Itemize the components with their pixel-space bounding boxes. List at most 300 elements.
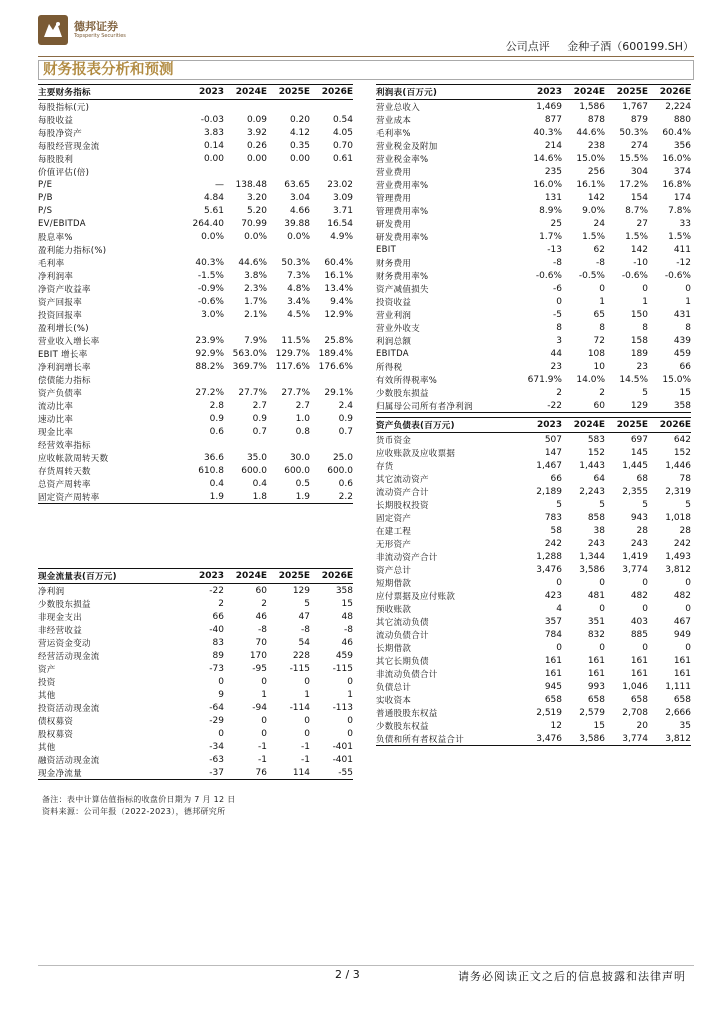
row-value: 0 <box>642 577 648 588</box>
row-value: 44 <box>550 348 562 359</box>
row-value: 161 <box>673 655 691 666</box>
row-value: 8 <box>642 322 648 333</box>
table-row <box>376 165 691 178</box>
row-value: 374 <box>673 166 691 177</box>
table-row <box>376 472 691 485</box>
row-value: 369.7% <box>232 361 267 372</box>
row-label: 营业收入增长率 <box>38 336 100 347</box>
row-label: 少数股东权益 <box>376 721 429 732</box>
row-value: 600.0 <box>241 465 267 476</box>
row-value: 1,344 <box>579 551 605 562</box>
row-value: 152 <box>587 447 605 458</box>
row-value: 17.2% <box>619 179 648 190</box>
row-value: 0 <box>304 715 310 726</box>
row-label: 财务费用率% <box>376 271 429 282</box>
table-row <box>376 360 691 373</box>
row-value: 30.0 <box>289 452 310 463</box>
row-value: 129 <box>630 400 648 411</box>
row-value: 2,319 <box>665 486 691 497</box>
table-row <box>38 438 353 451</box>
table-row <box>38 740 353 753</box>
row-value: 66 <box>679 361 691 372</box>
row-value: -401 <box>332 741 353 752</box>
row-value: 27.2% <box>195 387 224 398</box>
table-row <box>38 321 353 334</box>
row-label: 营业税金及附加 <box>376 141 438 152</box>
section-title-box <box>38 60 694 80</box>
row-value: 0 <box>261 728 267 739</box>
row-value: 1,046 <box>622 681 648 692</box>
row-value: 38 <box>593 525 605 536</box>
row-value: 697 <box>630 434 648 445</box>
row-value: 0 <box>642 603 648 614</box>
year-header: 2025E <box>278 87 310 97</box>
table-row <box>38 649 353 662</box>
row-label: P/E <box>38 179 53 190</box>
row-label: 长期借款 <box>376 643 412 654</box>
row-value: 131 <box>544 192 562 203</box>
row-value: 482 <box>630 590 648 601</box>
row-label: 资产总计 <box>376 565 412 576</box>
row-value: 15.0% <box>662 374 691 385</box>
year-header: 2023 <box>198 571 224 581</box>
table-row <box>376 667 691 680</box>
row-value: 1 <box>642 296 648 307</box>
table-row <box>38 464 353 477</box>
table-row <box>38 217 353 230</box>
row-value: 832 <box>587 629 605 640</box>
row-value: 0.6 <box>209 426 224 437</box>
row-label: 经营效率指标 <box>38 440 91 451</box>
row-label: 长期股权投资 <box>376 500 429 511</box>
row-value: 10 <box>593 361 605 372</box>
table-row <box>376 615 691 628</box>
row-value: 993 <box>587 681 605 692</box>
table-row <box>376 178 691 191</box>
row-value: 36.6 <box>203 452 224 463</box>
table-row <box>376 334 691 347</box>
row-value: 0 <box>599 603 605 614</box>
row-label: 净利润增长率 <box>38 362 91 373</box>
row-value: 3.04 <box>289 192 310 203</box>
row-value: 27.7% <box>281 387 310 398</box>
row-value: 0 <box>685 603 691 614</box>
row-label: EBITDA <box>376 348 409 359</box>
row-value: 4 <box>556 603 562 614</box>
row-value: 161 <box>630 668 648 679</box>
row-value: 5 <box>599 499 605 510</box>
row-value: 0.9 <box>338 413 353 424</box>
row-value: 23.9% <box>195 335 224 346</box>
row-label: 每股指标(元) <box>38 102 90 113</box>
row-label: 资产回报率 <box>38 297 83 308</box>
table-row <box>376 243 691 256</box>
row-value: 40.3% <box>195 257 224 268</box>
row-label: 总资产周转率 <box>38 479 91 490</box>
row-value: 885 <box>630 629 648 640</box>
row-value: 482 <box>673 590 691 601</box>
row-value: 459 <box>335 650 353 661</box>
row-label: 投资 <box>38 677 56 688</box>
row-value: 3,476 <box>536 564 562 575</box>
row-value: 945 <box>544 681 562 692</box>
row-value: 14.0% <box>576 374 605 385</box>
row-value: 88.2% <box>195 361 224 372</box>
row-value: -1 <box>258 754 267 765</box>
row-value: 142 <box>587 192 605 203</box>
row-value: 62 <box>593 244 605 255</box>
row-value: -12 <box>676 257 691 268</box>
row-value: 600.0 <box>327 465 353 476</box>
year-header: 2023 <box>536 87 562 97</box>
row-value: 0.0% <box>287 231 310 242</box>
row-value: 7.3% <box>287 270 310 281</box>
row-value: 83 <box>212 637 224 648</box>
table-row <box>38 451 353 464</box>
row-label: 营业外收支 <box>376 323 421 334</box>
table-row <box>376 100 691 113</box>
row-label: 在建工程 <box>376 526 412 537</box>
row-value: 243 <box>630 538 648 549</box>
row-value: 949 <box>673 629 691 640</box>
row-label: 存货周转天数 <box>38 466 91 477</box>
row-value: 2,189 <box>536 486 562 497</box>
row-value: 8 <box>685 322 691 333</box>
row-value: 1,467 <box>536 460 562 471</box>
row-value: 1 <box>347 689 353 700</box>
row-value: 0.0% <box>201 231 224 242</box>
row-value: 3.71 <box>332 205 353 216</box>
row-value: 2 <box>261 598 267 609</box>
row-value: 117.6% <box>275 361 310 372</box>
row-value: 1,493 <box>665 551 691 562</box>
year-header: 2026E <box>321 571 353 581</box>
row-value: 2.8 <box>209 400 224 411</box>
row-label: 净资产收益率 <box>38 284 91 295</box>
row-value: 467 <box>673 616 691 627</box>
cash-flow-table <box>38 568 353 780</box>
table-row <box>38 490 353 504</box>
row-value: 8.9% <box>539 205 562 216</box>
row-value: 108 <box>587 348 605 359</box>
row-value: 3.8% <box>244 270 267 281</box>
company-name-en: Topsperity Securities <box>74 33 126 39</box>
row-value: 0 <box>556 577 562 588</box>
row-value: 4.9% <box>330 231 353 242</box>
row-value: -6 <box>553 283 562 294</box>
table-row <box>376 511 691 524</box>
table-row <box>376 139 691 152</box>
table-row <box>376 217 691 230</box>
row-label: 净利润 <box>38 586 65 597</box>
row-value: 20 <box>636 720 648 731</box>
table-row <box>38 623 353 636</box>
row-value: 243 <box>587 538 605 549</box>
row-value: 50.3% <box>619 127 648 138</box>
row-label: 其他 <box>38 742 56 753</box>
row-value: 423 <box>544 590 562 601</box>
row-value: 25.8% <box>324 335 353 346</box>
table-row <box>376 269 691 282</box>
row-value: 1 <box>599 296 605 307</box>
row-value: 0.26 <box>246 140 267 151</box>
row-value: 0.0% <box>244 231 267 242</box>
key-indicators-table <box>38 84 353 504</box>
table-row <box>38 295 353 308</box>
row-value: -115 <box>332 663 353 674</box>
row-value: 129 <box>292 585 310 596</box>
row-value: 7.9% <box>244 335 267 346</box>
row-label: 毛利率 <box>38 258 65 269</box>
row-value: 147 <box>544 447 562 458</box>
year-header: 2023 <box>536 420 562 430</box>
row-value: -29 <box>209 715 224 726</box>
row-value: 65 <box>593 309 605 320</box>
row-value: 12 <box>550 720 562 731</box>
row-value: 1,469 <box>536 101 562 112</box>
table-row <box>376 589 691 602</box>
row-value: 783 <box>544 512 562 523</box>
row-value: 0 <box>685 577 691 588</box>
row-label: 研发费用率% <box>376 232 429 243</box>
row-label: 盈利增长(%) <box>38 323 89 334</box>
row-value: 1.7% <box>244 296 267 307</box>
row-value: 274 <box>630 140 648 151</box>
row-value: 25 <box>550 218 562 229</box>
row-value: 600.0 <box>284 465 310 476</box>
row-value: 264.40 <box>192 218 224 229</box>
row-value: 3,586 <box>579 564 605 575</box>
row-value: 1 <box>261 689 267 700</box>
row-value: -115 <box>289 663 310 674</box>
row-value: 0 <box>642 283 648 294</box>
row-value: 9.4% <box>330 296 353 307</box>
row-value: 12.9% <box>324 309 353 320</box>
row-label: 货币资金 <box>376 435 412 446</box>
row-value: 879 <box>630 114 648 125</box>
row-value: 54 <box>298 637 310 648</box>
row-value: 0 <box>556 642 562 653</box>
table-row <box>376 693 691 706</box>
year-header: 2025E <box>278 571 310 581</box>
row-value: 14.5% <box>619 374 648 385</box>
table-row <box>38 675 353 688</box>
row-value: -0.5% <box>578 270 605 281</box>
table-title: 现金流量表(百万元) <box>38 572 117 582</box>
row-value: 16.0% <box>662 153 691 164</box>
row-value: 3.4% <box>287 296 310 307</box>
row-value: 64 <box>593 473 605 484</box>
row-label: 股息率% <box>38 232 73 243</box>
row-value: 3.92 <box>246 127 267 138</box>
row-label: 资产 <box>38 664 56 675</box>
table-row <box>38 610 353 623</box>
row-value: 0 <box>347 728 353 739</box>
row-value: 4.8% <box>287 283 310 294</box>
row-value: 439 <box>673 335 691 346</box>
table-row <box>38 701 353 714</box>
table-row <box>38 178 353 191</box>
table-row <box>38 243 353 256</box>
row-value: 35.0 <box>246 452 267 463</box>
page-header <box>38 14 694 58</box>
row-value: 877 <box>544 114 562 125</box>
row-value: 0.61 <box>332 153 353 164</box>
row-value: 89 <box>212 650 224 661</box>
row-value: 129.7% <box>275 348 310 359</box>
row-label: 毛利率% <box>376 128 411 139</box>
table-row <box>38 425 353 438</box>
row-value: 9.0% <box>582 205 605 216</box>
row-value: 2,519 <box>536 707 562 718</box>
row-label: 负债总计 <box>376 682 412 693</box>
table-row <box>376 537 691 550</box>
row-value: -64 <box>209 702 224 713</box>
table-title: 主要财务指标 <box>38 88 91 98</box>
row-value: 161 <box>630 655 648 666</box>
table-row <box>376 680 691 693</box>
row-value: 242 <box>673 538 691 549</box>
row-value: 0 <box>261 676 267 687</box>
row-value: 189.4% <box>318 348 353 359</box>
row-label: 财务费用 <box>376 258 412 269</box>
row-value: 15 <box>341 598 353 609</box>
company-name: 德邦证券 <box>74 20 118 33</box>
row-value: 0.5 <box>295 478 310 489</box>
row-value: 3,586 <box>579 733 605 744</box>
row-value: 158 <box>630 335 648 346</box>
table-row <box>38 714 353 727</box>
row-label: 少数股东损益 <box>376 388 429 399</box>
table-row <box>38 360 353 373</box>
row-value: 3.83 <box>203 127 224 138</box>
row-label: 利润总额 <box>376 336 412 347</box>
row-value: 2 <box>218 598 224 609</box>
balance-sheet-table <box>376 417 691 746</box>
row-label: 管理费用率% <box>376 206 429 217</box>
table-row <box>376 295 691 308</box>
row-value: 2 <box>599 387 605 398</box>
row-value: 0.9 <box>252 413 267 424</box>
row-label: 负债和所有者权益合计 <box>376 734 465 745</box>
row-value: 3,812 <box>665 564 691 575</box>
row-value: -8 <box>553 257 562 268</box>
table-row <box>38 412 353 425</box>
table-row <box>376 399 691 413</box>
row-label: 流动资产合计 <box>376 487 429 498</box>
row-value: 658 <box>544 694 562 705</box>
row-value: -401 <box>332 754 353 765</box>
table-row <box>38 727 353 740</box>
row-value: 28 <box>679 525 691 536</box>
row-value: 351 <box>587 616 605 627</box>
table-row <box>38 139 353 152</box>
row-value: 16.0% <box>533 179 562 190</box>
row-value: 15 <box>593 720 605 731</box>
row-value: 0.54 <box>332 114 353 125</box>
row-value: 0.00 <box>203 153 224 164</box>
table-row <box>376 641 691 654</box>
row-label: 每股净资产 <box>38 128 83 139</box>
row-value: -8 <box>301 624 310 635</box>
table-row <box>38 636 353 649</box>
row-value: 70.99 <box>241 218 267 229</box>
table-row <box>376 706 691 719</box>
row-value: 189 <box>630 348 648 359</box>
row-value: 1,767 <box>622 101 648 112</box>
year-header: 2025E <box>616 87 648 97</box>
row-value: -73 <box>209 663 224 674</box>
row-value: 13.4% <box>324 283 353 294</box>
row-value: 0.09 <box>246 114 267 125</box>
row-value: 2.1% <box>244 309 267 320</box>
row-value: 1.7% <box>539 231 562 242</box>
row-value: 0 <box>599 642 605 653</box>
table-row <box>376 230 691 243</box>
row-value: 0 <box>685 642 691 653</box>
row-label: P/B <box>38 192 53 203</box>
row-value: 3.20 <box>246 192 267 203</box>
row-value: 411 <box>673 244 691 255</box>
row-value: 228 <box>292 650 310 661</box>
year-header: 2024E <box>573 420 605 430</box>
row-label: 研发费用 <box>376 219 412 230</box>
row-value: -63 <box>209 754 224 765</box>
row-value: -8 <box>596 257 605 268</box>
table-row <box>38 100 353 113</box>
row-value: 235 <box>544 166 562 177</box>
table-row <box>376 719 691 732</box>
table-title: 利润表(百万元) <box>376 88 438 98</box>
row-value: 66 <box>212 611 224 622</box>
row-value: 92.9% <box>195 348 224 359</box>
table-row <box>376 628 691 641</box>
year-header: 2026E <box>659 87 691 97</box>
row-label: 固定资产周转率 <box>38 492 100 503</box>
row-value: 8.7% <box>625 205 648 216</box>
row-label: 其它流动资产 <box>376 474 429 485</box>
row-value: 1.0 <box>295 413 310 424</box>
row-value: 60.4% <box>662 127 691 138</box>
row-value: 0 <box>599 283 605 294</box>
row-value: 5.20 <box>246 205 267 216</box>
row-value: 39.88 <box>284 218 310 229</box>
row-label: 速动比率 <box>38 414 74 425</box>
legal-disclaimer: 请务必阅读正文之后的信息披露和法律声明 <box>458 970 686 983</box>
table-row <box>38 113 353 126</box>
table-row <box>376 256 691 269</box>
row-value: 242 <box>544 538 562 549</box>
row-value: 1,445 <box>622 460 648 471</box>
row-label: 非流动负债合计 <box>376 669 438 680</box>
row-value: 0 <box>642 642 648 653</box>
row-value: 1.8 <box>252 491 267 502</box>
row-value: 214 <box>544 140 562 151</box>
year-header: 2024E <box>573 87 605 97</box>
row-value: -0.6% <box>535 270 562 281</box>
row-value: 16.1% <box>324 270 353 281</box>
row-value: 358 <box>335 585 353 596</box>
row-value: 14.6% <box>533 153 562 164</box>
row-value: 76 <box>255 767 267 778</box>
table-header-row <box>376 84 691 100</box>
row-value: 152 <box>673 447 691 458</box>
table-header-row <box>38 568 353 584</box>
row-value: -55 <box>338 767 353 778</box>
row-value: 174 <box>673 192 691 203</box>
row-value: 3.09 <box>332 192 353 203</box>
row-value: 8 <box>556 322 562 333</box>
